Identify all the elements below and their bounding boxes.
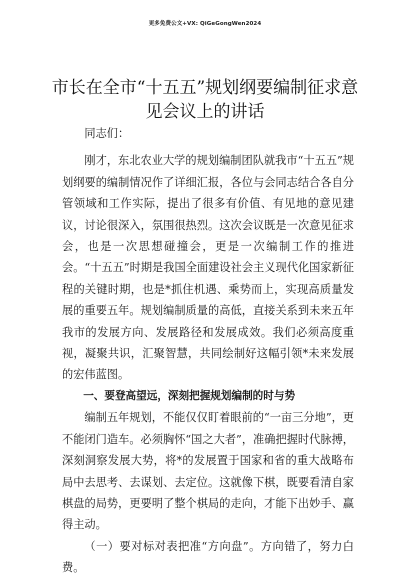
body-paragraph: 编制五年规划，不能仅仅盯着眼前的“一亩三分地”，更不能闭门造车。必须胸怀“国之大者”，准确把握时代脉搏，深刻洞察发展大势，将*的发展置于国家和省的重大战略布局中去思考、去谋划、去定位。这就像下棋，既要看清自家棋盘的局势，更要明了整个棋局的走向，才能下出妙手、赢得主动。 bbox=[62, 411, 354, 532]
document-body bbox=[62, 123, 354, 579]
greeting: 同志们： bbox=[84, 127, 130, 140]
body-paragraph: （一）要对标对表把准“方向盘”。方向错了，努力白费。 bbox=[62, 539, 354, 575]
header-note: 更多免费公文+VX: QiGeGongWen2024 bbox=[148, 21, 262, 27]
section-heading: 一、要登高望远，深刻把握规划编制的时与势 bbox=[83, 389, 296, 402]
body-paragraph: 刚才，东北农业大学的规划编制团队就我市“十五五”规划纲要的编制情况作了详细汇报，各位与会同志结合各自分管领域和工作实际，提出了很多有价值、有见地的意见建议，讨论很深入，氛围很热烈。这次会议既是一次意见征求会，也是一次思想碰撞会，更是一次编制工作的推进会。“十五五”时期是我国全面建设社会主义现代化国家新征程的关键时期，也是*抓住机遇、乘势而上，实现高质量发展的重要五年。规划编制质量的高低，直接关系到未来五年我市的发展方向、发展路径和发展成效。我们必须高度重视，凝聚共识，汇聚智慧，共同绘制好这幅引领*未来发展的宏伟蓝图。 bbox=[62, 154, 354, 382]
document-title: 市长在全市“十五五”规划纲要编制征求意见会议上的讲话 bbox=[51, 78, 359, 122]
